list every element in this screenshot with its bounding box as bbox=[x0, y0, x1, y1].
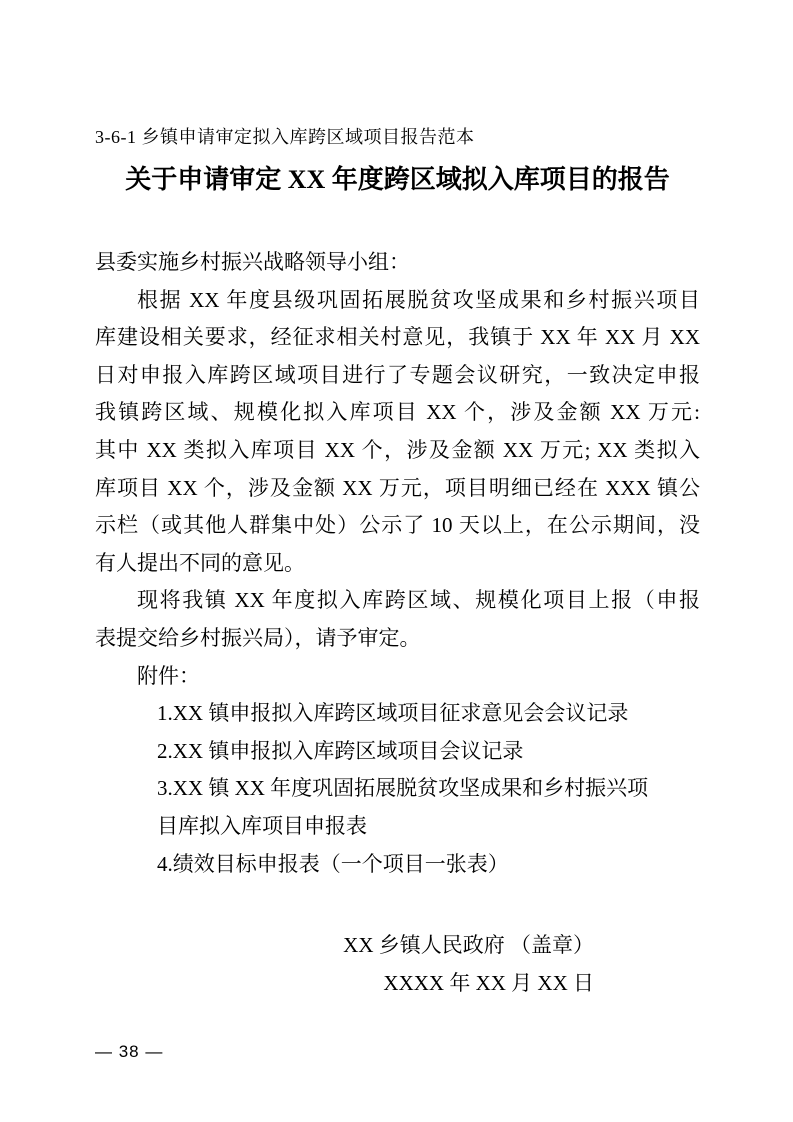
text-line: 2.XX 镇申报拟入库跨区域项目会议记录 bbox=[157, 738, 524, 763]
text-line: 根据 XX 年度县级巩固拓展脱贫攻坚成果和乡村振兴项目 bbox=[137, 287, 700, 312]
signature-block bbox=[95, 927, 700, 1002]
text-line: 现将我镇 XX 年度拟入库跨区域、规模化项目上报（申报 bbox=[137, 588, 700, 613]
text-line: 目库拟入库项目申报表 bbox=[157, 813, 367, 838]
text-line: 示栏（或其他人群集中处）公示了 10 天以上，在公示期间，没 bbox=[95, 513, 700, 538]
text-line: 有人提出不同的意见。 bbox=[95, 550, 305, 575]
salutation: 县委实施乡村振兴战略领导小组： bbox=[95, 250, 410, 274]
text-line: 日对申报入库跨区域项目进行了专题会议研究，一致决定申报 bbox=[95, 362, 700, 387]
document-header-note: 3-6-1 乡镇申请审定拟入库跨区域项目报告范本 bbox=[95, 127, 475, 147]
attachments-list bbox=[157, 695, 700, 883]
attachments-label: 附件： bbox=[137, 663, 200, 688]
signature-org: XX 乡镇人民政府 （盖章） bbox=[343, 933, 594, 958]
text-line: 其中 XX 类拟入库项目 XX 个，涉及金额 XX 万元; XX 类拟入 bbox=[95, 437, 700, 462]
document-body bbox=[95, 244, 700, 1002]
text-line: 4.绩效目标申报表（一个项目一张表） bbox=[157, 851, 509, 876]
paragraph-main bbox=[95, 282, 700, 583]
text-line: 1.XX 镇申报拟入库跨区域项目征求意见会会议记录 bbox=[157, 701, 629, 726]
text-line: 库项目 XX 个，涉及金额 XX 万元，项目明细已经在 XXX 镇公 bbox=[95, 475, 700, 500]
document-title: 关于申请审定 XX 年度跨区域拟入库项目的报告 bbox=[125, 165, 670, 194]
text-line: 库建设相关要求，经征求相关村意见，我镇于 XX 年 XX 月 XX bbox=[95, 325, 700, 350]
text-line: 我镇跨区域、规模化拟入库项目 XX 个，涉及金额 XX 万元: bbox=[95, 400, 700, 425]
signature-date: XXXX 年 XX 月 XX 日 bbox=[383, 970, 594, 995]
text-line: 表提交给乡村振兴局），请予审定。 bbox=[95, 625, 421, 650]
page-number: — 38 — bbox=[95, 1042, 164, 1061]
text-line: 3.XX 镇 XX 年度巩固拓展脱贫攻坚成果和乡村振兴项 bbox=[157, 776, 649, 801]
paragraph-submission bbox=[95, 582, 700, 657]
